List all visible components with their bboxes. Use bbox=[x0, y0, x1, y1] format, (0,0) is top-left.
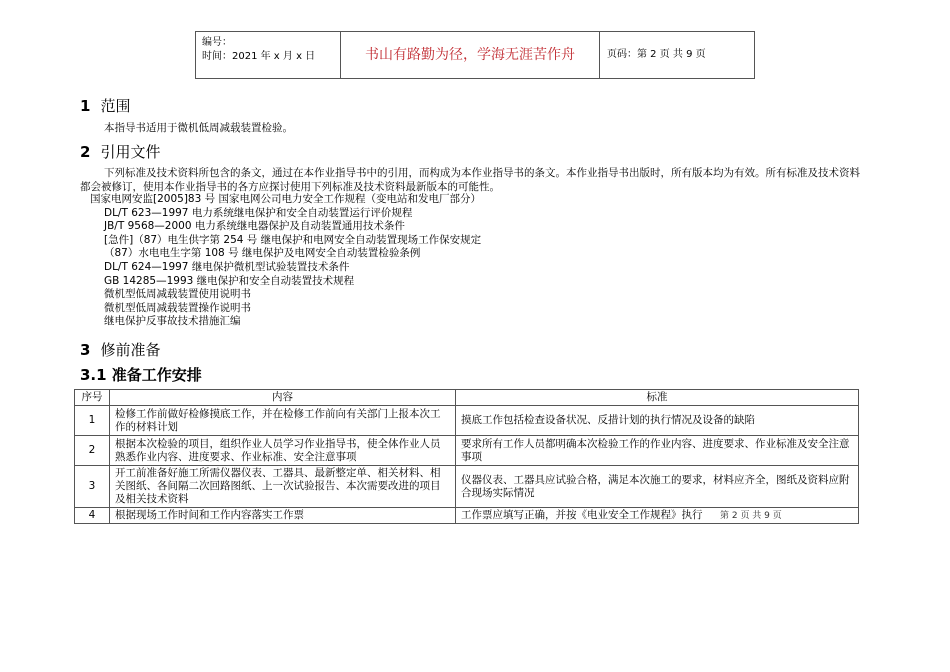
section-2-title: 引用文件 bbox=[100, 143, 161, 161]
section-3-1-heading: 3.1 准备工作安排 bbox=[80, 366, 202, 384]
motto: 书山有路勤为径，学海无涯苦作舟 bbox=[341, 32, 600, 78]
reference-item: 继电保护反事故技术措施汇编 bbox=[104, 315, 241, 328]
document-header bbox=[195, 31, 755, 79]
number-label: 编号： bbox=[202, 37, 232, 48]
row-number: 3 bbox=[75, 466, 110, 508]
section-1-heading bbox=[80, 95, 130, 116]
section-1-number: 1 bbox=[80, 97, 91, 115]
table-row bbox=[75, 436, 859, 466]
table-header-row bbox=[75, 390, 859, 406]
row-number: 1 bbox=[75, 406, 110, 436]
row-content: 检修工作前做好检修摸底工作，并在检修工作前向有关部门上报本次工作的材料计划 bbox=[110, 406, 456, 436]
column-header-content: 内容 bbox=[110, 390, 456, 406]
preparation-table bbox=[74, 389, 859, 524]
page-info: 页码：第 2 页 共 9 页 bbox=[607, 49, 706, 60]
row-number: 2 bbox=[75, 436, 110, 466]
reference-item: [急件]（87）电生供字第 254 号 继电保护和电网安全自动装置现场工作保安规定 bbox=[104, 233, 482, 246]
row-content: 根据本次检验的项目，组织作业人员学习作业指导书，使全体作业人员熟悉作业内容、进度要求、作业标准、安全注意事项 bbox=[110, 436, 456, 466]
reference-item: DL/T 624—1997 继电保护微机型试验装置技术条件 bbox=[104, 260, 350, 273]
reference-list bbox=[90, 193, 482, 329]
row-number: 4 bbox=[75, 508, 110, 524]
column-header-standard: 标准 bbox=[456, 390, 859, 406]
row-standard: 摸底工作包括检查设备状况、反措计划的执行情况及设备的缺陷 bbox=[456, 406, 859, 436]
table-row bbox=[75, 406, 859, 436]
section-2-number: 2 bbox=[80, 143, 91, 161]
reference-item: DL/T 623—1997 电力系统继电保护和安全自动装置运行评价规程 bbox=[104, 206, 413, 219]
table-row bbox=[75, 466, 859, 508]
section-2-body: 下列标准及技术资料所包含的条文，通过在本作业指导书中的引用，而构成为本作业指导书的条文。本作业指导书出版时，所有版本均为有效。所有标准及技术资料都会被修订，使用本作业指导书的各方应探讨使用下列标准及技术资料最新版本的可能性。 bbox=[80, 167, 860, 193]
row-standard: 要求所有工作人员都明确本次检验工作的作业内容、进度要求、作业标准及安全注意事项 bbox=[456, 436, 859, 466]
header-meta bbox=[196, 32, 341, 78]
section-3-heading bbox=[80, 339, 160, 360]
reference-item: GB 14285—1993 继电保护和安全自动装置技术规程 bbox=[104, 274, 355, 287]
section-1-body: 本指导书适用于微机低周减载装置检验。 bbox=[104, 122, 293, 134]
time-label: 时间：2021 年 x 月 x 日 bbox=[202, 51, 316, 62]
row-standard: 仪器仪表、工器具应试验合格，满足本次施工的要求，材料应齐全，图纸及资料应附合现场实际情况 bbox=[456, 466, 859, 508]
row-content: 根据现场工作时间和工作内容落实工作票 bbox=[110, 508, 456, 524]
reference-item: 微机型低周减载装置操作说明书 bbox=[104, 301, 251, 314]
reference-item: 微机型低周减载装置使用说明书 bbox=[104, 288, 251, 301]
section-3-title: 修前准备 bbox=[100, 341, 161, 359]
section-3-number: 3 bbox=[80, 341, 91, 359]
section-1-title: 范围 bbox=[100, 97, 131, 115]
page-footer: 第 2 页 共 9 页 bbox=[720, 511, 782, 521]
reference-item: （87）水电电生字第 108 号 继电保护及电网安全自动装置检验条例 bbox=[104, 247, 421, 260]
row-standard: 工作票应填写正确，并按《电业安全工作规程》执行 bbox=[456, 508, 859, 524]
reference-item: JB/T 9568—2000 电力系统继电器保护及自动装置通用技术条件 bbox=[104, 220, 405, 233]
section-2-heading bbox=[80, 141, 160, 162]
column-header-no: 序号 bbox=[75, 390, 110, 406]
row-content: 开工前准备好施工所需仪器仪表、工器具、最新整定单、相关材料、相关图纸、各间隔二次回路图纸、上一次试验报告、本次需要改进的项目及相关技术资料 bbox=[110, 466, 456, 508]
reference-item: 国家电网安监[2005]83 号 国家电网公司电力安全工作规程（变电站和发电厂部分） bbox=[90, 193, 481, 205]
